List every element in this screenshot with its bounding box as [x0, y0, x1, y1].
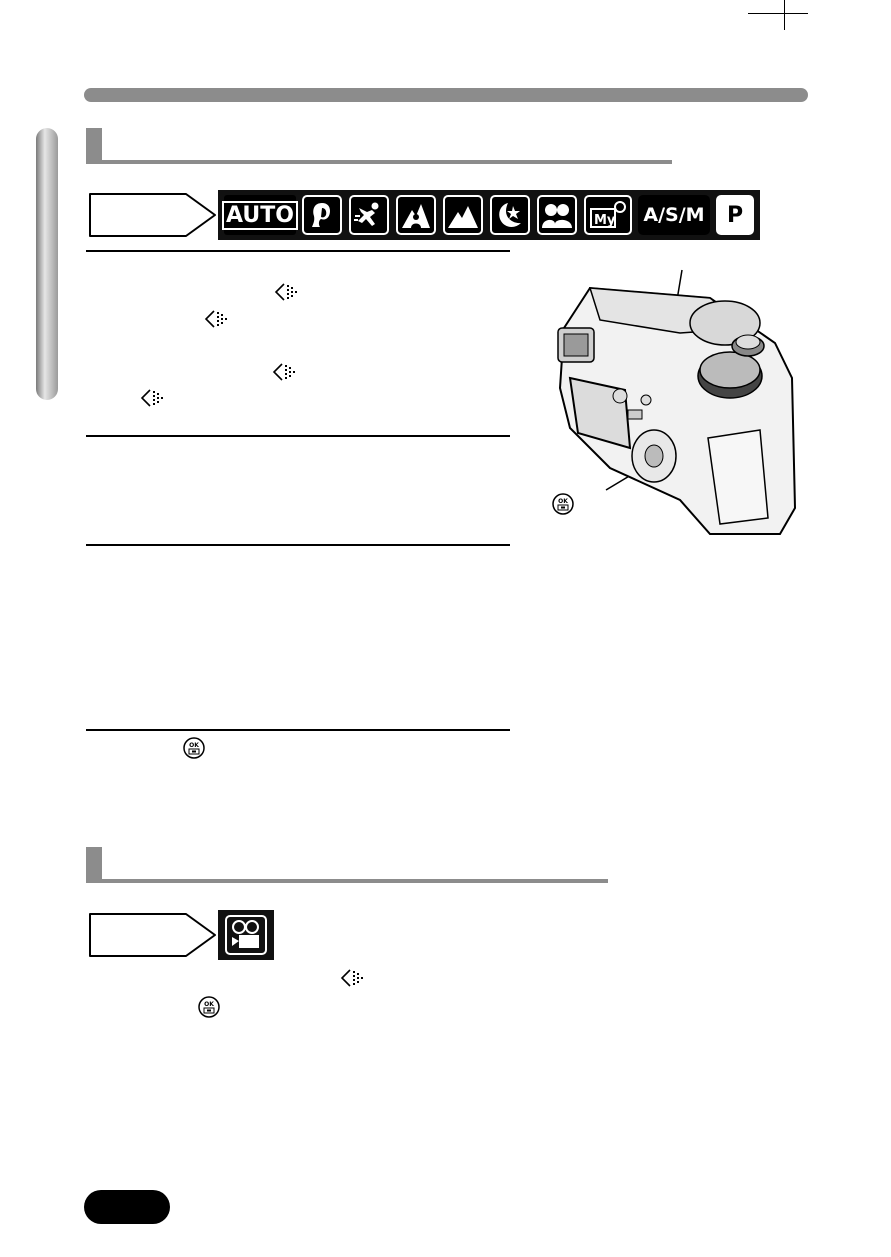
arrow-pad-left-icon: [274, 282, 300, 302]
header-bar: [84, 88, 808, 102]
portrait-icon: [302, 195, 342, 235]
ok-button-icon: [198, 996, 220, 1018]
step-divider-2: [86, 435, 510, 437]
my-mode-icon: [584, 195, 632, 235]
section-2-heading-block: [86, 847, 102, 883]
svg-text:OK: OK: [558, 498, 568, 505]
movie-camera-icon: [218, 910, 274, 960]
arrow-pad-left-icon: [204, 309, 230, 329]
landscape-portrait-icon: [396, 195, 436, 235]
mode-tag: [86, 910, 220, 960]
crop-mark-vertical: [784, 0, 785, 30]
landscape-icon: [443, 195, 483, 235]
section-1-heading-line: [102, 160, 672, 164]
step-divider-1: [86, 250, 510, 252]
step-divider-4: [86, 729, 510, 731]
section-2-heading-line: [102, 879, 608, 883]
ok-button-icon: [183, 737, 205, 759]
svg-text:OK: OK: [204, 1001, 214, 1008]
shooting-mode-strip: [218, 190, 760, 240]
self-portrait-icon: [537, 195, 577, 235]
arrow-pad-left-icon: [140, 388, 166, 408]
sports-icon: [349, 195, 389, 235]
step-divider-3: [86, 544, 510, 546]
ok-button-icon: [552, 493, 574, 515]
side-tab: [36, 128, 58, 400]
crop-mark-horizontal: [748, 13, 808, 14]
page-number-pill: [84, 1190, 170, 1224]
program-icon: P: [716, 195, 754, 235]
auto-icon: AUTO: [224, 195, 296, 235]
svg-text:OK: OK: [189, 742, 199, 749]
arrow-pad-left-icon: [272, 362, 298, 382]
section-1-heading-block: [86, 128, 102, 164]
arrow-pad-left-icon: [340, 968, 366, 988]
my-mode-label: My: [594, 213, 616, 228]
night-scene-icon: [490, 195, 530, 235]
asm-icon: A/S/M: [638, 195, 710, 235]
mode-tag: [86, 190, 220, 240]
